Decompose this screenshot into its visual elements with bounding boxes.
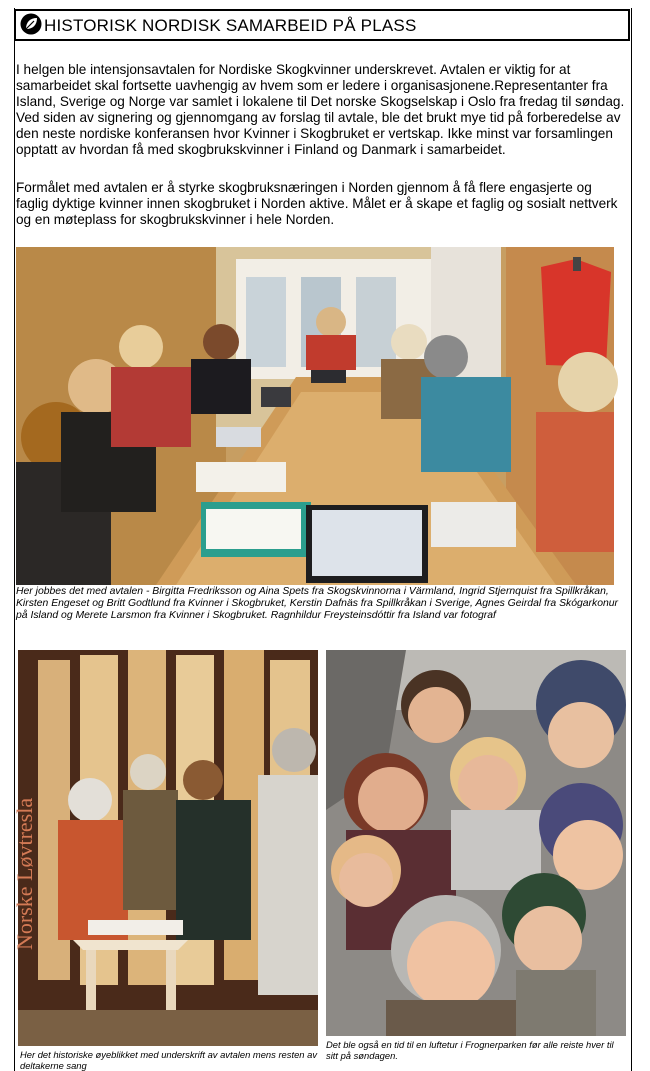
sign-text: Norske Løvtresla (12, 797, 37, 950)
signing-caption: Her det historiske øyeblikket med underskrift av avtalen mens resten av deltakerne sang (20, 1049, 318, 1071)
page-title: HISTORISK NORDISK SAMARBEID PÅ PLASS (44, 16, 417, 35)
intro-paragraph: I helgen ble intensjonsavtalen for Nordiske Skogkvinner underskrevet. Avtalen er viktig for at samarbeidet skal fortsette uavhengig av hvem som er ledere i organisasjonene.Representanter fra Island, Sverige og Norge var samlet i lokalene til Det norske Skogselskap i Oslo fra fredag til søndag. Ved siden av signering og gjennomgang av forslag til avtale, ble det brukt mye tid på forberedelse av den neste nordiske konferansen hvor Kvinner i Skogbruket er vertskap. Ikke minst var forsamlingen opptatt av hvordan få med skogbrukskvinner i Finland og Danmark i samarbeidet. (16, 62, 625, 157)
purpose-paragraph: Formålet med avtalen er å styrke skogbruksnæringen i Norden gjennom å få flere engasjerte og faglig dyktige kvinner innen skogbruket i Norden aktive. Målet er å skape et faglig og sosialt nettverk og en møteplass for skogbrukskvinner i hele Norden. (16, 180, 618, 227)
selfie-photo (326, 650, 626, 1036)
leaf-icon (20, 13, 42, 35)
meeting-photo (16, 247, 614, 585)
title-box (14, 9, 630, 41)
meeting-caption: Her jobbes det med avtalen - Birgitta Fredriksson og Aina Spets fra Skogskvinnorna i Värmland, Ingrid Stjernquist fra Spillkråkan, Kirsten Engeset og Britt Godtlund fra Kvinner i Skogbruket, Kerstin Dafnäs fra Spillkråkan i Sverige, Agnes Geirdal fra Skógarkonur på Island og Merete Larsmon fra Kvinner i Skogbruket. Ragnhildur Freysteinsdóttir fra Island var fotograf (16, 586, 618, 621)
signing-photo (12, 650, 318, 1046)
selfie-caption: Det ble også en tid til en luftetur i Frognerparken før alle reiste hver til sitt på søndagen. (326, 1039, 614, 1061)
